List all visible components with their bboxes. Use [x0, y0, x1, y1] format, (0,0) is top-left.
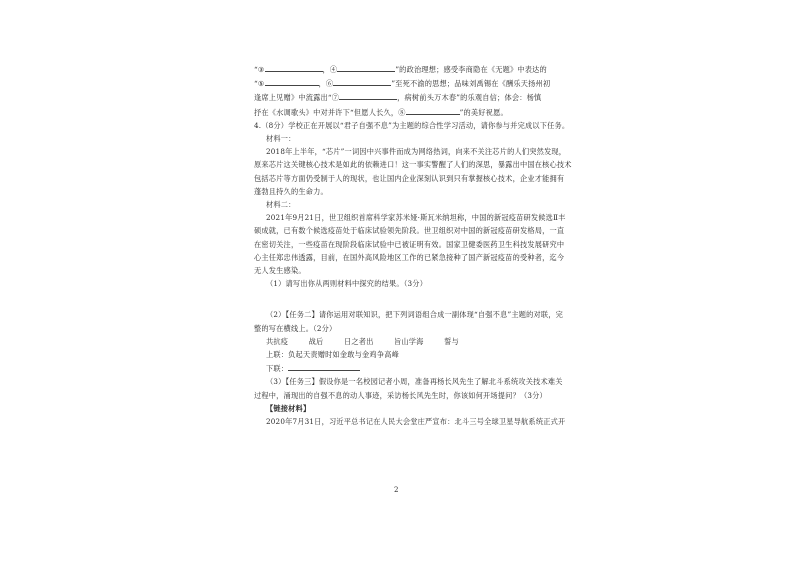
material-2-line: 在密切关注，一些疫苗在现阶段临床试验中已被证明有效。国家卫健委医药卫生科技发展研究中	[254, 239, 565, 249]
material-2-label: 材料二：	[266, 200, 296, 210]
text-fragment: ，病树前头万木春”的乐观自信；体会：杨慎	[397, 93, 542, 103]
subquestion-1: （1）请写出你从两则材料中探究的结果。（3分）	[266, 279, 428, 289]
word-item: 旨山学海	[394, 336, 424, 346]
question-4-title: 4.（8分）学校正在开展以“君子自强不息”为主题的综合性学习活动，请你参与并完成以下任务。	[254, 120, 570, 130]
subquestion-3-line-2: 过程中，涌现出的自强不息的动人事迹，采访杨长风先生时，你该如何开场提问？（3分）	[254, 390, 547, 400]
link-material-label: 【链接材料】	[266, 403, 311, 413]
material-1-line: 2018年上半年，“芯片”一词因中兴事件而成为网络热词，向来不关注芯片的人们突然发现，	[266, 147, 567, 157]
material-2-line: 2021年9月21日，世卫组织首席科学家苏米娅·斯瓦米纳坦称，中国的新冠疫苗研发候选Ⅱ丰	[266, 213, 566, 223]
answer-blank[interactable]	[406, 105, 460, 115]
material-2-line: 无人发生感染。	[254, 266, 306, 276]
material-1-label: 材料一：	[266, 134, 296, 144]
text-fragment: 抒在《水调歌头》中对并许下“但愿人长久，⑧	[254, 107, 406, 117]
subquestion-2-line-1: （2）【任务二】请你运用对联知识，把下列词语组合成一副体现“自强不息”主题的对联，完	[266, 310, 564, 320]
lower-couplet-line	[254, 361, 554, 375]
text-fragment: 逢席上见赠》中流露出“⑦	[254, 93, 340, 103]
material-2-line: 心主任郑忠伟透露，目前，在国外高风险地区工作的已紧急接种了国产新冠疫苗的受种者，迄今	[254, 252, 565, 262]
material-1-line: 原来芯片这关键核心技术是如此的依赖进口！这一事实警醒了人们的深思，暴露出中国在核心技术	[254, 160, 572, 170]
page-content	[254, 62, 572, 428]
lower-couplet-label: 下联：	[266, 364, 289, 374]
text-fragment: ”的美好祝愿。	[459, 107, 508, 117]
fill-line-3	[254, 90, 554, 104]
link-material-line: 2020年7月31日，习近平总书记在人民大会堂庄严宣布：北斗三号全球卫星导航系统正式开	[266, 417, 566, 427]
word-item: 战后	[308, 336, 324, 346]
word-item: 誓与	[444, 336, 459, 346]
text-fragment: ”的政治理想；感受李商隐在《无题》中表达的	[395, 65, 547, 74]
fill-line-2	[254, 76, 554, 90]
text-fragment: “⑤	[254, 79, 265, 89]
page-number: 2	[394, 486, 399, 494]
answer-blank[interactable]	[265, 62, 323, 72]
fill-line-4	[254, 105, 554, 119]
word-item: 日之者出	[343, 336, 374, 346]
answer-blank[interactable]	[339, 90, 397, 100]
answer-blank[interactable]	[333, 76, 391, 86]
text-fragment: ，⑥	[318, 79, 334, 89]
answer-blank[interactable]	[288, 361, 360, 371]
material-1-line: 蓬勃且持久的生命力。	[254, 186, 328, 196]
subquestion-3-line-1: （3）【任务三】假设你是一名校园记者小周，准备再杨长风先生了解北斗系统攻关技术难关	[266, 377, 563, 387]
answer-blank[interactable]	[265, 76, 319, 86]
text-fragment: ，④	[322, 65, 338, 74]
text-fragment: ”至死不渝的思想；品味刘禹锡在《酬乐天扬州初	[391, 79, 551, 89]
word-item: 共抗疫	[266, 336, 289, 346]
upper-couplet: 上联：负起天责赠时如金敢与金鸡争高峰	[266, 350, 399, 360]
material-2-line: 硕成就，已有数个候选疫苗处于临床试验领先阶段。世卫组织对中国的新冠疫苗研发格局，一直	[254, 226, 565, 236]
subquestion-2-line-2: 整的写在横线上。（2分）	[254, 323, 337, 333]
fill-line-1	[254, 62, 554, 76]
word-bank	[254, 335, 554, 348]
text-fragment: “③	[254, 65, 265, 74]
answer-blank[interactable]	[337, 62, 395, 72]
material-1-line: 包括芯片等方面仍受制于人的现状，也让国内企业深刻认识到只有掌握核心技术，企业才能拥有	[254, 173, 565, 183]
